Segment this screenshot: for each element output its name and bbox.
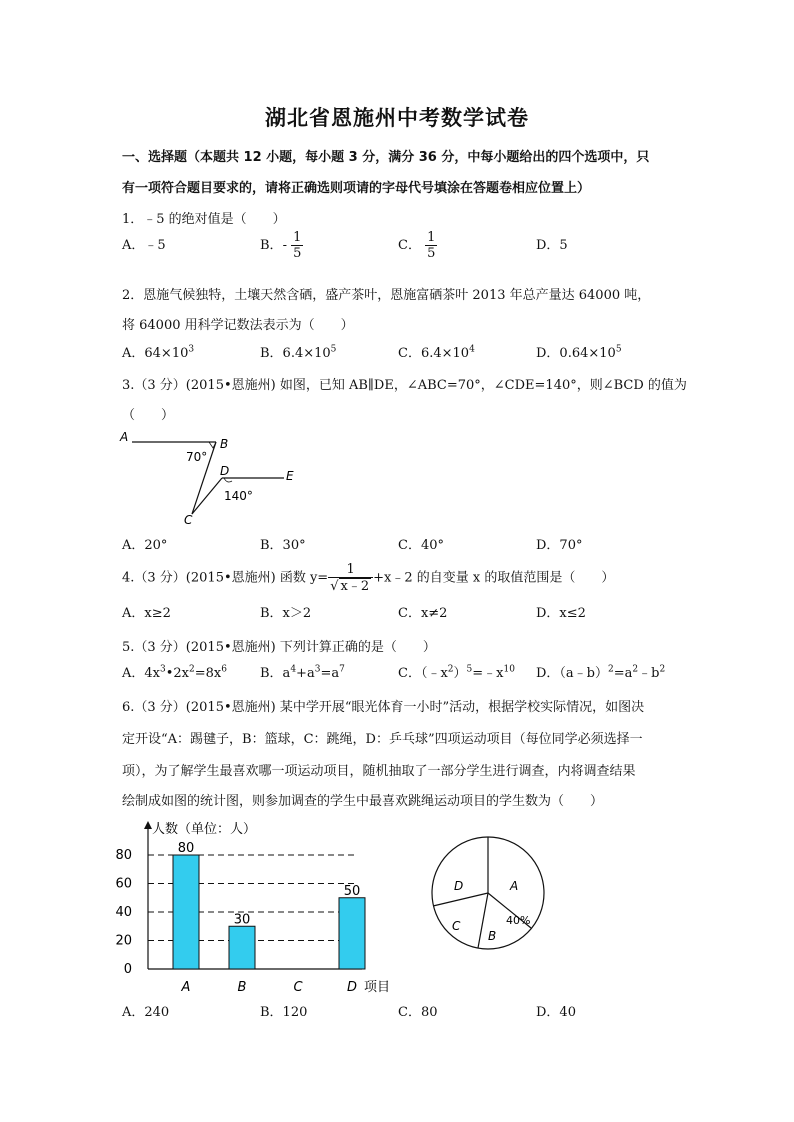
bar-A (173, 855, 199, 969)
label-a: A (120, 430, 129, 444)
q6-line1: 6.（3 分）(2015•恩施州) 某中学开展“眼光体育一小时”活动，根据学校实际情况，如图决 (122, 700, 645, 715)
x-tick-label-B: B (237, 980, 247, 995)
x-tick-label-A: A (181, 980, 191, 995)
y-axis-label: 人数（单位：人） (152, 822, 257, 837)
q1-c-fraction: $\frac{1}{5}$ (427, 230, 436, 261)
y-tick-label: 20 (115, 933, 132, 949)
q4-stem (122, 562, 614, 594)
q6-option-d: D．40 (536, 1005, 576, 1020)
q4-option-b: B．x＞2 (260, 606, 312, 621)
q3-line1: 3.（3 分）(2015•恩施州) 如图，已知 AB∥DE，∠ABC=70°，∠CDE=140°，则∠BCD 的值为 (122, 378, 687, 393)
label-d: D (220, 464, 230, 478)
q2-line1: 2．恩施气候独特，土壤天然含硒，盛产茶叶，恩施富硒茶叶 2013 年总产量达 64000 吨， (122, 288, 651, 303)
q2-option-b: B．$6.4\times 10^5$ (260, 344, 337, 361)
bar-chart (112, 815, 402, 995)
q4-option-a: A．x≥2 (122, 606, 171, 621)
q1-option-c (398, 230, 437, 261)
page-title: 湖北省恩施州中考数学试卷 (265, 106, 529, 130)
line-cd (192, 478, 222, 514)
pie-chart (426, 828, 556, 958)
y-tick-label: 60 (115, 876, 132, 892)
q1-b-label: B． (260, 238, 283, 253)
q6-option-c: C．80 (398, 1005, 438, 1020)
section-header-line1: 一、选择题（本题共 12 小题，每小题 3 分，满分 36 分，中每小题给出的四个选项中，只 (122, 150, 650, 165)
q1-c-label: C． (398, 238, 421, 253)
q1-stem: 1．﹣5 的绝对值是（ ） (122, 212, 286, 227)
q4-option-c: C．x≠2 (398, 606, 448, 621)
y-axis-arrow (144, 821, 152, 829)
pie-label-a: A (510, 879, 519, 893)
label-e: E (286, 469, 294, 483)
y-tick-label: 40 (115, 905, 132, 920)
label-angle-70: 70° (186, 450, 208, 464)
q3-geometry-figure (116, 428, 316, 530)
q4-pre: 4.（3 分）(2015•恩施州) 函数 y= (122, 570, 329, 586)
q6-option-a: A．240 (122, 1005, 170, 1020)
bar-D (339, 898, 365, 969)
label-c: C (184, 513, 193, 527)
q1-b-fraction: $\frac{1}{5}$ (293, 230, 302, 261)
bar-value-label-D: 50 (343, 883, 361, 899)
q2-option-d: D．$0.64\times 10^5$ (536, 344, 622, 361)
q3-option-c: C．40° (398, 538, 444, 553)
x-tick-label-D: D (346, 980, 358, 995)
q4-post: +x﹣2 的自变量 x 的取值范围是（ ） (373, 570, 615, 586)
label-angle-140: 140° (224, 489, 253, 503)
q4-option-d: D．x≤2 (536, 606, 586, 621)
q5-option-c: C．$(﹣x^2)^5=﹣x^{10}$ (398, 664, 515, 681)
q6-option-b: B．120 (260, 1005, 308, 1020)
bar-B (229, 926, 255, 969)
q3-option-d: D．70° (536, 538, 583, 553)
bar-value-label-A: 80 (177, 841, 195, 856)
pie-label-a-percent: 40% (506, 914, 531, 927)
label-b: B (220, 437, 229, 451)
q3-option-a: A．20° (122, 538, 168, 553)
bar-value-label-B: 30 (233, 912, 251, 928)
pie-label-c: C (452, 919, 461, 933)
q6-line3: 项），为了解学生最喜欢哪一项运动项目，随机抽取了一部分学生进行调查，内将调查结果 (122, 764, 636, 779)
x-tick-label-C: C (293, 980, 303, 995)
q4-fraction: $\frac{1}{√ x﹣2}$ (328, 562, 373, 594)
q5-option-b: B．$a^4+a^3=a^7$ (260, 664, 345, 681)
y-tick-label: 0 (123, 962, 132, 977)
q5-stem: 5.（3 分）(2015•恩施州) 下列计算正确的是（ ） (122, 640, 436, 655)
q1-option-a: A．﹣5 (122, 238, 166, 253)
x-axis-label: 项目 (364, 980, 391, 995)
q5-option-d: D．$(a﹣b)^2=a^2﹣b^2$ (536, 664, 666, 681)
q5-option-a: A．$4x^3•2x^2=8x^6$ (122, 664, 227, 681)
q6-line4: 绘制成如图的统计图，则参加调查的学生中最喜欢跳绳运动项目的学生数为（ ） (122, 794, 604, 809)
q2-line2: 将 64000 用科学记数法表示为（ ） (122, 318, 354, 333)
q2-option-c: C．$6.4\times 10^4$ (398, 344, 475, 361)
pie-label-d: D (454, 879, 464, 893)
angle-d-arc (224, 478, 232, 482)
y-tick-label: 80 (115, 848, 132, 863)
q1-b-sign: - (282, 238, 287, 253)
section-header-line2: 有一项符合题目要求的，请将正确选则项请的字母代号填涂在答题卷相应位置上） (122, 181, 591, 196)
q1-option-b (260, 230, 303, 261)
pie-label-b: B (488, 929, 497, 943)
q3-line2: （ ） (122, 408, 175, 423)
q3-option-b: B．30° (260, 538, 306, 553)
q1-option-d: D．5 (536, 238, 568, 253)
q6-line2: 定开设“A：踢毽子，B：篮球，C：跳绳，D：乒乓球”四项运动项目（每位同学必须选择一 (122, 732, 643, 747)
q2-option-a: A．$64\times 10^3$ (122, 344, 195, 361)
